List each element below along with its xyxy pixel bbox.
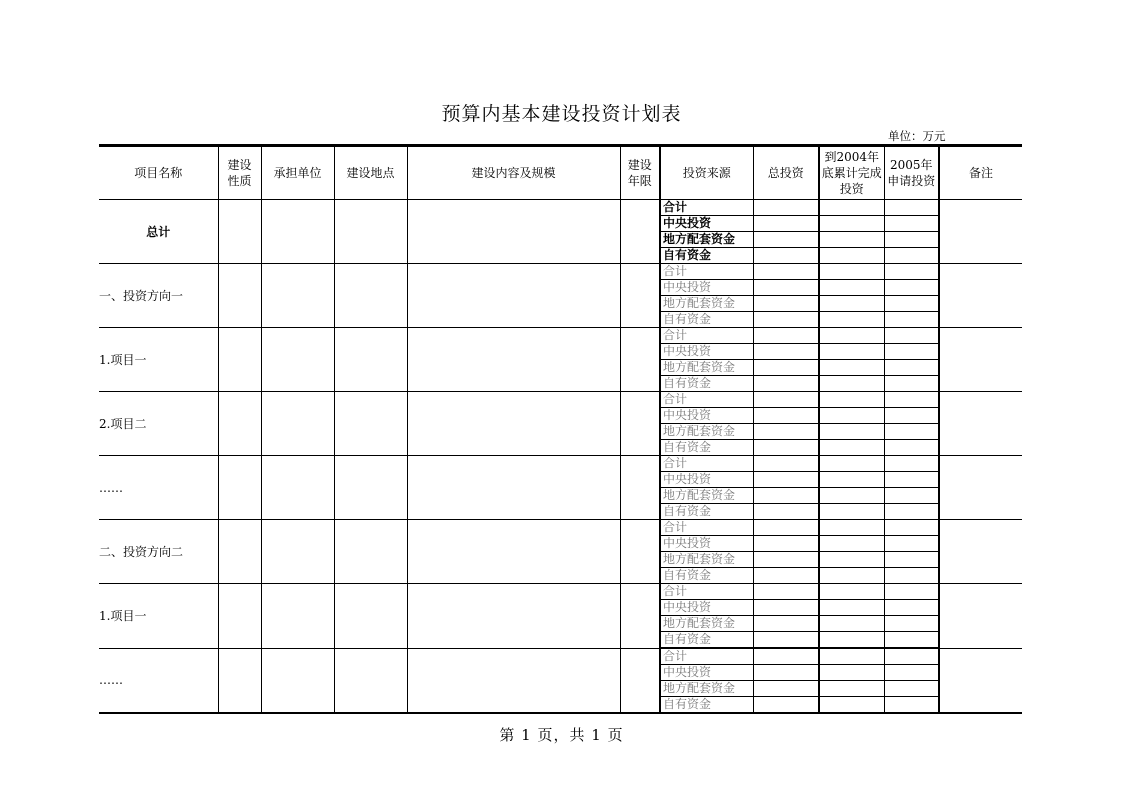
header-remarks: 备注 bbox=[939, 146, 1022, 200]
total-investment-cell[interactable] bbox=[753, 248, 819, 264]
request-2005-cell[interactable] bbox=[884, 376, 939, 392]
undertaking-unit-cell[interactable] bbox=[261, 392, 334, 456]
construction-site-cell[interactable] bbox=[334, 648, 407, 713]
investment-source-cell: 中央投资 bbox=[660, 600, 753, 616]
total-investment-cell[interactable] bbox=[753, 472, 819, 488]
investment-plan-table bbox=[99, 144, 1022, 714]
cumulative-2004-cell[interactable] bbox=[819, 648, 884, 665]
investment-source-cell: 自有资金 bbox=[660, 376, 753, 392]
investment-source-cell: 合计 bbox=[660, 456, 753, 472]
total-investment-cell[interactable] bbox=[753, 440, 819, 456]
header-undertaking-unit: 承担单位 bbox=[261, 146, 334, 200]
cumulative-2004-cell[interactable] bbox=[819, 616, 884, 632]
request-2005-cell[interactable] bbox=[884, 632, 939, 649]
table-row bbox=[99, 456, 1022, 472]
cumulative-2004-cell[interactable] bbox=[819, 296, 884, 312]
request-2005-cell[interactable] bbox=[884, 616, 939, 632]
request-2005-cell[interactable] bbox=[884, 328, 939, 344]
request-2005-cell[interactable] bbox=[884, 568, 939, 584]
remarks-cell[interactable] bbox=[939, 584, 1022, 649]
construction-years-cell[interactable] bbox=[620, 328, 660, 392]
undertaking-unit-cell[interactable] bbox=[261, 200, 334, 264]
request-2005-cell[interactable] bbox=[884, 264, 939, 280]
construction-site-cell[interactable] bbox=[334, 456, 407, 520]
total-investment-cell[interactable] bbox=[753, 296, 819, 312]
investment-source-cell: 自有资金 bbox=[660, 504, 753, 520]
cumulative-2004-cell[interactable] bbox=[819, 536, 884, 552]
table-row bbox=[99, 520, 1022, 536]
request-2005-cell[interactable] bbox=[884, 600, 939, 616]
request-2005-cell[interactable] bbox=[884, 488, 939, 504]
table-row bbox=[99, 200, 1022, 216]
investment-source-cell: 地方配套资金 bbox=[660, 360, 753, 376]
investment-source-cell: 地方配套资金 bbox=[660, 232, 753, 248]
project-name-cell: 2.项目二 bbox=[99, 392, 218, 456]
total-investment-cell[interactable] bbox=[753, 632, 819, 649]
cumulative-2004-cell[interactable] bbox=[819, 344, 884, 360]
cumulative-2004-cell[interactable] bbox=[819, 552, 884, 568]
investment-source-cell: 自有资金 bbox=[660, 440, 753, 456]
cumulative-2004-cell[interactable] bbox=[819, 665, 884, 681]
total-investment-cell[interactable] bbox=[753, 360, 819, 376]
content-scale-cell[interactable] bbox=[407, 648, 620, 713]
construction-site-cell[interactable] bbox=[334, 264, 407, 328]
content-scale-cell[interactable] bbox=[407, 392, 620, 456]
construction-years-cell[interactable] bbox=[620, 200, 660, 264]
cumulative-2004-cell[interactable] bbox=[819, 440, 884, 456]
investment-source-cell: 中央投资 bbox=[660, 665, 753, 681]
undertaking-unit-cell[interactable] bbox=[261, 584, 334, 649]
undertaking-unit-cell[interactable] bbox=[261, 328, 334, 392]
project-name-cell: 一、投资方向一 bbox=[99, 264, 218, 328]
cumulative-2004-cell[interactable] bbox=[819, 392, 884, 408]
total-investment-cell[interactable] bbox=[753, 504, 819, 520]
cumulative-2004-cell[interactable] bbox=[819, 360, 884, 376]
project-name-cell: …… bbox=[99, 456, 218, 520]
cumulative-2004-cell[interactable] bbox=[819, 504, 884, 520]
request-2005-cell[interactable] bbox=[884, 408, 939, 424]
total-investment-cell[interactable] bbox=[753, 392, 819, 408]
total-investment-cell[interactable] bbox=[753, 344, 819, 360]
header-content-scale: 建设内容及规模 bbox=[407, 146, 620, 200]
investment-source-cell: 中央投资 bbox=[660, 408, 753, 424]
investment-source-cell: 中央投资 bbox=[660, 280, 753, 296]
undertaking-unit-cell[interactable] bbox=[261, 520, 334, 584]
table-row bbox=[99, 264, 1022, 280]
investment-source-cell: 中央投资 bbox=[660, 536, 753, 552]
content-scale-cell[interactable] bbox=[407, 520, 620, 584]
project-name-cell: …… bbox=[99, 648, 218, 713]
investment-source-cell: 自有资金 bbox=[660, 248, 753, 264]
investment-source-cell: 自有资金 bbox=[660, 697, 753, 714]
remarks-cell[interactable] bbox=[939, 328, 1022, 392]
cumulative-2004-cell[interactable] bbox=[819, 600, 884, 616]
investment-source-cell: 合计 bbox=[660, 520, 753, 536]
table-row bbox=[99, 328, 1022, 344]
cumulative-2004-cell[interactable] bbox=[819, 376, 884, 392]
content-scale-cell[interactable] bbox=[407, 328, 620, 392]
construction-nature-cell[interactable] bbox=[218, 264, 261, 328]
investment-source-cell: 中央投资 bbox=[660, 472, 753, 488]
investment-source-cell: 地方配套资金 bbox=[660, 296, 753, 312]
request-2005-cell[interactable] bbox=[884, 248, 939, 264]
investment-source-cell: 合计 bbox=[660, 648, 753, 665]
construction-years-cell[interactable] bbox=[620, 456, 660, 520]
investment-source-cell: 合计 bbox=[660, 264, 753, 280]
construction-site-cell[interactable] bbox=[334, 584, 407, 649]
investment-source-cell: 合计 bbox=[660, 584, 753, 600]
total-investment-cell[interactable] bbox=[753, 376, 819, 392]
total-investment-cell[interactable] bbox=[753, 280, 819, 296]
investment-source-cell: 合计 bbox=[660, 392, 753, 408]
request-2005-cell[interactable] bbox=[884, 681, 939, 697]
cumulative-2004-cell[interactable] bbox=[819, 472, 884, 488]
request-2005-cell[interactable] bbox=[884, 424, 939, 440]
request-2005-cell[interactable] bbox=[884, 296, 939, 312]
total-investment-cell[interactable] bbox=[753, 264, 819, 280]
cumulative-2004-cell[interactable] bbox=[819, 248, 884, 264]
construction-years-cell[interactable] bbox=[620, 520, 660, 584]
construction-site-cell[interactable] bbox=[334, 392, 407, 456]
remarks-cell[interactable] bbox=[939, 456, 1022, 520]
investment-source-cell: 自有资金 bbox=[660, 632, 753, 649]
construction-site-cell[interactable] bbox=[334, 520, 407, 584]
investment-source-cell: 中央投资 bbox=[660, 216, 753, 232]
construction-site-cell[interactable] bbox=[334, 200, 407, 264]
remarks-cell[interactable] bbox=[939, 264, 1022, 328]
request-2005-cell[interactable] bbox=[884, 648, 939, 665]
cumulative-2004-cell[interactable] bbox=[819, 232, 884, 248]
construction-site-cell[interactable] bbox=[334, 328, 407, 392]
investment-source-cell: 地方配套资金 bbox=[660, 424, 753, 440]
construction-nature-cell[interactable] bbox=[218, 392, 261, 456]
remarks-cell[interactable] bbox=[939, 648, 1022, 713]
request-2005-cell[interactable] bbox=[884, 360, 939, 376]
content-scale-cell[interactable] bbox=[407, 264, 620, 328]
cumulative-2004-cell[interactable] bbox=[819, 681, 884, 697]
header-project-name: 项目名称 bbox=[99, 146, 218, 200]
cumulative-2004-cell[interactable] bbox=[819, 328, 884, 344]
construction-nature-cell[interactable] bbox=[218, 200, 261, 264]
cumulative-2004-cell[interactable] bbox=[819, 200, 884, 216]
investment-source-cell: 合计 bbox=[660, 328, 753, 344]
project-name-cell: 1.项目一 bbox=[99, 584, 218, 649]
total-investment-cell[interactable] bbox=[753, 312, 819, 328]
total-investment-cell[interactable] bbox=[753, 648, 819, 665]
cumulative-2004-cell[interactable] bbox=[819, 697, 884, 714]
total-investment-cell[interactable] bbox=[753, 488, 819, 504]
investment-source-cell: 自有资金 bbox=[660, 568, 753, 584]
total-investment-cell[interactable] bbox=[753, 200, 819, 216]
undertaking-unit-cell[interactable] bbox=[261, 648, 334, 713]
request-2005-cell[interactable] bbox=[884, 344, 939, 360]
header-investment-source: 投资来源 bbox=[660, 146, 753, 200]
page-title: 预算内基本建设投资计划表 bbox=[441, 103, 682, 125]
request-2005-cell[interactable] bbox=[884, 520, 939, 536]
request-2005-cell[interactable] bbox=[884, 552, 939, 568]
request-2005-cell[interactable] bbox=[884, 584, 939, 600]
construction-nature-cell[interactable] bbox=[218, 648, 261, 713]
total-investment-cell[interactable] bbox=[753, 552, 819, 568]
content-scale-cell[interactable] bbox=[407, 200, 620, 264]
construction-nature-cell[interactable] bbox=[218, 520, 261, 584]
request-2005-cell[interactable] bbox=[884, 536, 939, 552]
request-2005-cell[interactable] bbox=[884, 697, 939, 714]
header-construction-site: 建设地点 bbox=[334, 146, 407, 200]
cumulative-2004-cell[interactable] bbox=[819, 456, 884, 472]
total-investment-cell[interactable] bbox=[753, 232, 819, 248]
request-2005-cell[interactable] bbox=[884, 312, 939, 328]
total-investment-cell[interactable] bbox=[753, 665, 819, 681]
request-2005-cell[interactable] bbox=[884, 216, 939, 232]
table-row bbox=[99, 584, 1022, 600]
table-row bbox=[99, 392, 1022, 408]
unit-label: 单位：万元 bbox=[888, 129, 946, 143]
total-investment-cell[interactable] bbox=[753, 536, 819, 552]
total-investment-cell[interactable] bbox=[753, 216, 819, 232]
construction-nature-cell[interactable] bbox=[218, 328, 261, 392]
construction-years-cell[interactable] bbox=[620, 648, 660, 713]
total-investment-cell[interactable] bbox=[753, 697, 819, 714]
header-construction-nature: 建设性质 bbox=[218, 146, 261, 200]
header-cumulative-2004: 到2004年底累计完成投资 bbox=[819, 146, 884, 200]
investment-source-cell: 合计 bbox=[660, 200, 753, 216]
table-row bbox=[99, 648, 1022, 665]
investment-source-cell: 自有资金 bbox=[660, 312, 753, 328]
investment-source-cell: 地方配套资金 bbox=[660, 616, 753, 632]
request-2005-cell[interactable] bbox=[884, 232, 939, 248]
remarks-cell[interactable] bbox=[939, 200, 1022, 264]
investment-source-cell: 地方配套资金 bbox=[660, 681, 753, 697]
table-body bbox=[99, 200, 1022, 714]
cumulative-2004-cell[interactable] bbox=[819, 280, 884, 296]
investment-source-cell: 中央投资 bbox=[660, 344, 753, 360]
total-investment-cell[interactable] bbox=[753, 600, 819, 616]
cumulative-2004-cell[interactable] bbox=[819, 488, 884, 504]
remarks-cell[interactable] bbox=[939, 520, 1022, 584]
request-2005-cell[interactable] bbox=[884, 392, 939, 408]
cumulative-2004-cell[interactable] bbox=[819, 632, 884, 649]
cumulative-2004-cell[interactable] bbox=[819, 568, 884, 584]
undertaking-unit-cell[interactable] bbox=[261, 456, 334, 520]
total-investment-cell[interactable] bbox=[753, 408, 819, 424]
total-investment-cell[interactable] bbox=[753, 568, 819, 584]
total-investment-cell[interactable] bbox=[753, 328, 819, 344]
cumulative-2004-cell[interactable] bbox=[819, 584, 884, 600]
request-2005-cell[interactable] bbox=[884, 440, 939, 456]
content-scale-cell[interactable] bbox=[407, 456, 620, 520]
content-scale-cell[interactable] bbox=[407, 584, 620, 649]
cumulative-2004-cell[interactable] bbox=[819, 424, 884, 440]
request-2005-cell[interactable] bbox=[884, 665, 939, 681]
undertaking-unit-cell[interactable] bbox=[261, 264, 334, 328]
project-name-cell: 二、投资方向二 bbox=[99, 520, 218, 584]
header-construction-years: 建设年限 bbox=[620, 146, 660, 200]
construction-years-cell[interactable] bbox=[620, 392, 660, 456]
investment-source-cell: 地方配套资金 bbox=[660, 488, 753, 504]
total-investment-cell[interactable] bbox=[753, 520, 819, 536]
cumulative-2004-cell[interactable] bbox=[819, 520, 884, 536]
construction-nature-cell[interactable] bbox=[218, 456, 261, 520]
construction-years-cell[interactable] bbox=[620, 264, 660, 328]
total-investment-cell[interactable] bbox=[753, 584, 819, 600]
investment-source-cell: 地方配套资金 bbox=[660, 552, 753, 568]
request-2005-cell[interactable] bbox=[884, 456, 939, 472]
page-footer: 第 1 页，共 1 页 bbox=[499, 726, 624, 744]
request-2005-cell[interactable] bbox=[884, 200, 939, 216]
cumulative-2004-cell[interactable] bbox=[819, 408, 884, 424]
header-request-2005: 2005年申请投资 bbox=[884, 146, 939, 200]
total-investment-cell[interactable] bbox=[753, 616, 819, 632]
request-2005-cell[interactable] bbox=[884, 504, 939, 520]
cumulative-2004-cell[interactable] bbox=[819, 216, 884, 232]
request-2005-cell[interactable] bbox=[884, 472, 939, 488]
construction-nature-cell[interactable] bbox=[218, 584, 261, 649]
request-2005-cell[interactable] bbox=[884, 280, 939, 296]
construction-years-cell[interactable] bbox=[620, 584, 660, 649]
header-row bbox=[99, 146, 1022, 200]
total-investment-cell[interactable] bbox=[753, 681, 819, 697]
header-total-investment: 总投资 bbox=[753, 146, 819, 200]
total-investment-cell[interactable] bbox=[753, 424, 819, 440]
cumulative-2004-cell[interactable] bbox=[819, 264, 884, 280]
cumulative-2004-cell[interactable] bbox=[819, 312, 884, 328]
project-name-cell: 总计 bbox=[99, 200, 218, 264]
remarks-cell[interactable] bbox=[939, 392, 1022, 456]
total-investment-cell[interactable] bbox=[753, 456, 819, 472]
project-name-cell: 1.项目一 bbox=[99, 328, 218, 392]
